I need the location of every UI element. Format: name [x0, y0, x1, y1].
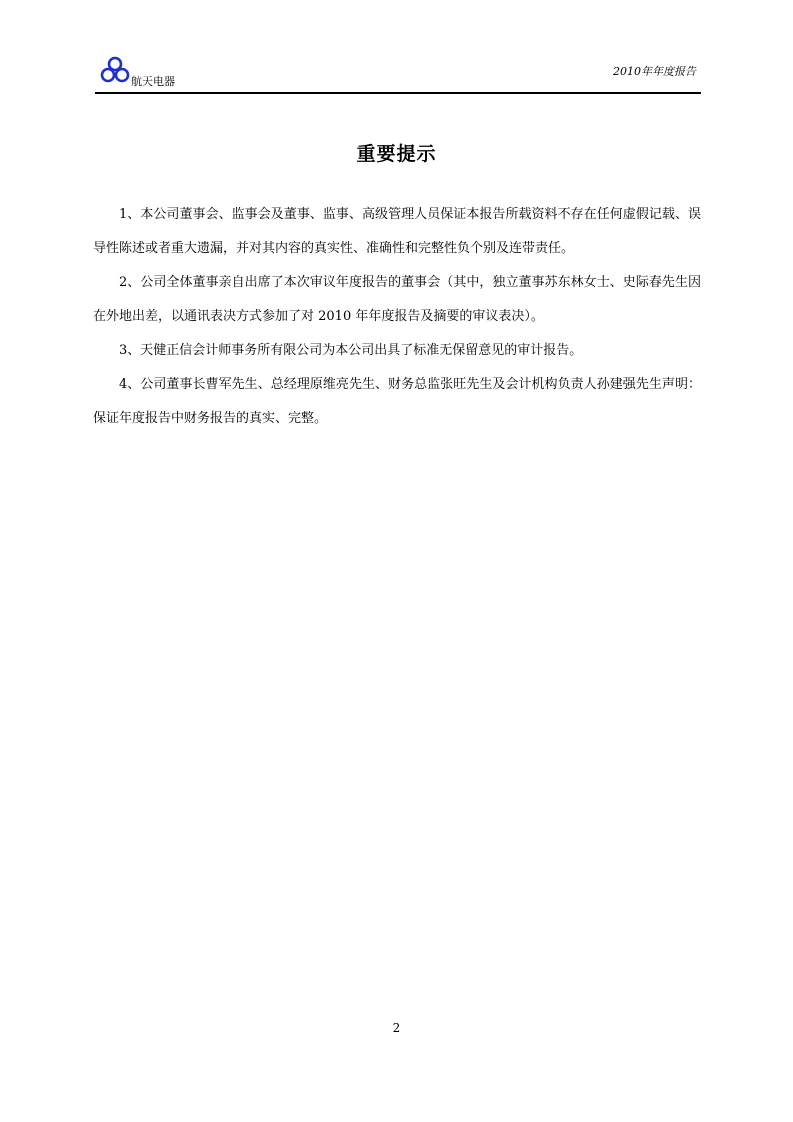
notice-paragraph: 2、公司全体董事亲自出席了本次审议年度报告的董事会（其中，独立董事苏东林女士、史际春先生因在外地出差，以通讯表决方式参加了对 2010 年年度报告及摘要的审议表决）。	[93, 275, 701, 324]
page-title: 重要提示	[356, 143, 437, 165]
notice-paragraph: 1、本公司董事会、监事会及董事、监事、高级管理人员保证本报告所载资料不存在任何虚假记载、误导性陈述或者重大遗漏，并对其内容的真实性、准确性和完整性负个别及连带责任。	[93, 207, 701, 256]
notice-body	[93, 198, 701, 436]
page-header	[95, 50, 701, 94]
report-label: 2010年年度报告	[613, 65, 696, 78]
notice-paragraph: 3、天健正信会计师事务所有限公司为本公司出具了标准无保留意见的审计报告。	[119, 343, 583, 358]
header-divider	[95, 92, 701, 94]
notice-paragraph: 4、公司董事长曹军先生、总经理原维亮先生、财务总监张旺先生及会计机构负责人孙建强先生声明：保证年度报告中财务报告的真实、完整。	[93, 377, 701, 426]
company-name: 航天电器	[131, 75, 175, 88]
page-number: 2	[392, 1021, 401, 1035]
company-logo-icon	[100, 56, 130, 84]
